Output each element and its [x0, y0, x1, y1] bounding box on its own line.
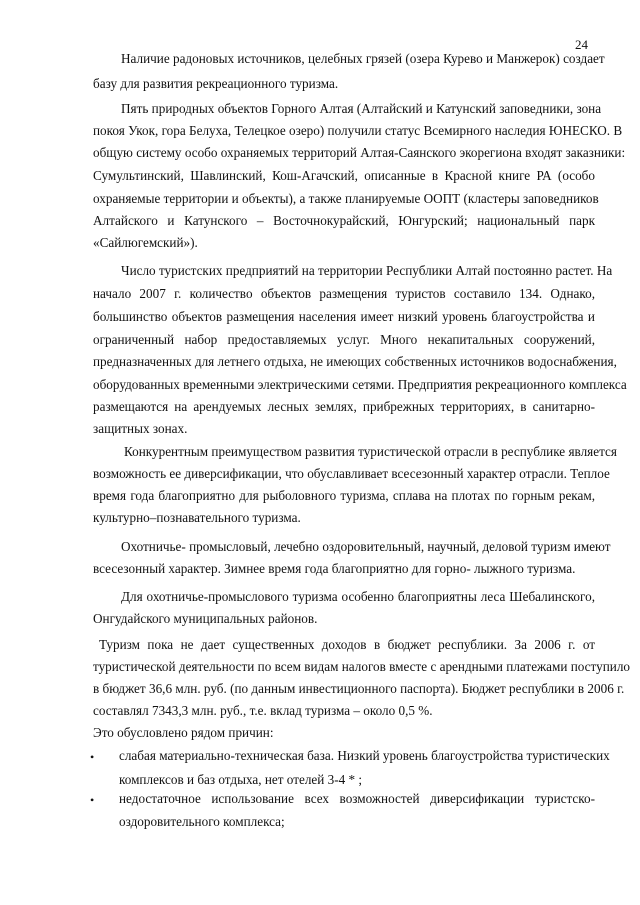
- text-line: Конкурентным преимуществом развития туристической отрасли в республике является: [124, 444, 617, 459]
- text-line: Пять природных объектов Горного Алтая (Алтайский и Катунский заповедники, зона: [121, 101, 602, 116]
- text-line: покоя Укок, гора Белуха, Телецкое озеро) получили статус Всемирного наследия ЮНЕСКО. В: [93, 123, 623, 138]
- text-line: оборудованных временными электрическими сетями. Предприятия рекреационного комплекса: [93, 377, 627, 392]
- text-line: размещаются на арендуемых лесных землях, прибрежных территориях, в санитарно-: [93, 399, 595, 414]
- list-item-line: слабая материально-техническая база. Низкий уровень благоустройства туристических: [119, 748, 610, 763]
- text-line: Число туристских предприятий на территории Республики Алтай постоянно растет. На: [121, 263, 613, 278]
- text-line: базу для развития рекреационного туризма.: [93, 76, 339, 91]
- text-line: возможность ее диверсификации, что обуславливает всесезонный характер отрасли. Теплое: [93, 466, 610, 481]
- text-line: Онгудайского муниципальных районов.: [93, 611, 318, 626]
- text-line: всесезонный характер. Зимнее время года благоприятно для горно- лыжного туризма.: [93, 561, 576, 576]
- text-line: защитных зонах.: [93, 421, 188, 436]
- text-line: Это обусловлено рядом причин:: [93, 725, 274, 740]
- page-number: 24: [575, 37, 588, 52]
- text-line: общую систему особо охраняемых территорий Алтая-Саянского экорегиона входят заказники:: [93, 145, 626, 160]
- list-item-line: недостаточное использование всех возможностей диверсификации туристско-: [119, 791, 595, 806]
- text-line: культурно–познавательного туризма.: [93, 510, 301, 525]
- text-line: Охотничье- промысловый, лечебно оздоровительный, научный, деловой туризм имеют: [121, 539, 611, 554]
- text-line: «Сайлюгемский»).: [93, 235, 198, 250]
- text-line: Наличие радоновых источников, целебных грязей (озера Курево и Манжерок) создает: [121, 51, 605, 66]
- text-line: время года благоприятно для рыболовного туризма, сплава на плотах по горным рекам,: [93, 488, 595, 503]
- text-line: большинство объектов размещения населения имеет низкий уровень благоустройства и: [93, 309, 595, 324]
- text-line: в бюджет 36,6 млн. руб. (по данным инвестиционного паспорта). Бюджет республики в 2006 г.: [93, 681, 625, 696]
- text-line: начало 2007 г. количество объектов размещения туристов составило 134. Однако,: [93, 286, 595, 301]
- text-line: предназначенных для летнего отдыха, не имеющих собственных источников водоснабжения,: [93, 354, 617, 369]
- text-line: Сумультинский, Шавлинский, Кош-Агачский, описанные в Красной книге РА (особо: [93, 168, 595, 183]
- text-line: составлял 7343,3 млн. руб., т.е. вклад туризма – около 0,5 %.: [93, 703, 433, 718]
- text-line: Туризм пока не дает существенных доходов в бюджет республики. За 2006 г. от: [99, 637, 595, 652]
- text-line: Для охотничье-промыслового туризма особенно благоприятны леса Шебалинского,: [121, 589, 595, 604]
- text-line: ограниченный набор предоставляемых услуг. Много некапитальных сооружений,: [93, 332, 595, 347]
- text-line: Алтайского и Катунского – Восточнокурайский, Юнгурский; национальный парк: [93, 213, 595, 228]
- list-item-line: комплексов и баз отдыха, нет отелей 3-4 * ;: [119, 772, 363, 787]
- list-item-line: оздоровительного комплекса;: [119, 814, 285, 829]
- text-line: туристической деятельности по всем видам налогов вместе с арендными платежами поступило: [93, 659, 631, 674]
- bullet-marker: •: [90, 793, 95, 807]
- text-line: охраняемые территории и объекты), а также планируемые ООПТ (кластеры заповедников: [93, 191, 599, 206]
- bullet-marker: •: [90, 750, 95, 764]
